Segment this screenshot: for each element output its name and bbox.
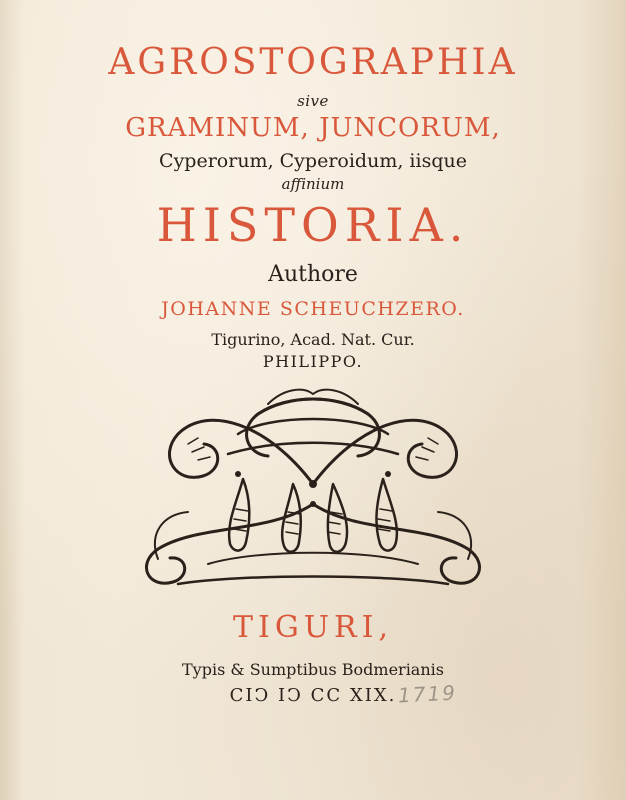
historia-heading: HISTORIA. xyxy=(156,198,470,252)
connector-text: sive xyxy=(297,92,329,110)
author-name: JOHANNE SCHEUCHZERO. xyxy=(161,298,465,320)
publisher-line: Typis & Sumptibus Bodmerianis xyxy=(182,660,444,679)
author-epithet: PHILIPPO. xyxy=(262,352,364,371)
subtitle-line-1: GRAMINUM, JUNCORUM, xyxy=(125,113,501,143)
subtitle-line-3: affinium xyxy=(281,175,345,193)
place-of-publication: TIGURI, xyxy=(232,610,394,645)
author-origin: Tigurino, Acad. Nat. Cur. xyxy=(211,330,415,349)
subtitle-line-2: Cyperorum, Cyperoidum, iisque xyxy=(159,150,467,172)
author-label: Authore xyxy=(268,262,358,287)
printers-ornament-icon xyxy=(118,384,508,596)
pencil-annotation: 1719 xyxy=(397,680,458,708)
main-title: AGROSTOGRAPHIA xyxy=(108,42,518,83)
date-roman-numerals: CIↃ IↃ CC XIX. xyxy=(229,685,397,706)
